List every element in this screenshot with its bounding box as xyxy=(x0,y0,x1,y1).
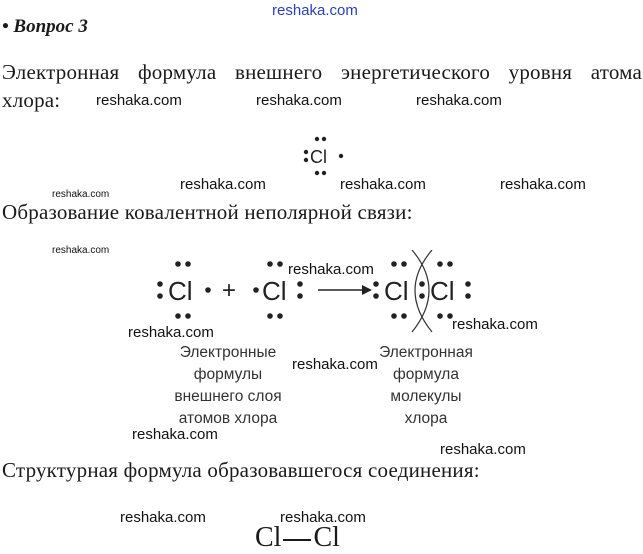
electron-dot xyxy=(304,150,308,154)
electron-dot xyxy=(322,171,326,175)
cl-symbol: Cl xyxy=(168,276,193,306)
watermark: reshaka.com xyxy=(292,356,378,373)
para1-line2: хлора: xyxy=(2,88,61,112)
caption-right-line: Электронная xyxy=(379,344,473,361)
electron-dot xyxy=(315,171,319,175)
caption-left-line: внешнего слоя xyxy=(174,388,282,405)
watermark-top: reshaka.com xyxy=(272,2,358,19)
watermark: reshaka.com xyxy=(340,176,426,193)
cl-atom-left xyxy=(157,261,211,319)
caption-left xyxy=(148,342,308,430)
cl-atom-lewis xyxy=(296,130,356,180)
caption-right-line: формула xyxy=(393,366,459,383)
watermark: reshaka.com xyxy=(452,316,538,333)
caption-right-line: молекулы xyxy=(390,388,462,405)
question-heading: • Вопрос 3 xyxy=(2,16,88,37)
electron-dot xyxy=(304,158,308,162)
watermark: reshaka.com xyxy=(180,176,266,193)
caption-left-line: Электронные xyxy=(179,344,277,361)
electron-dot xyxy=(322,137,326,141)
plus-sign: + xyxy=(222,277,237,304)
para1-line1: Электронная формула внешнего энергетического уровня атома xyxy=(2,60,642,84)
reaction-arrow xyxy=(318,285,372,295)
watermark: reshaka.com xyxy=(256,92,342,109)
watermark: reshaka.com xyxy=(280,509,366,526)
caption-left-line: атомов хлора xyxy=(178,410,278,427)
watermark: reshaka.com xyxy=(52,189,110,200)
structural-formula xyxy=(255,522,340,554)
para2: Образование ковалентной неполярной связи: xyxy=(2,200,413,224)
watermark: reshaka.com xyxy=(96,92,182,109)
electron-dot xyxy=(315,137,319,141)
watermark: reshaka.com xyxy=(440,441,526,458)
cl-symbol: Cl xyxy=(430,276,455,306)
watermark: reshaka.com xyxy=(500,176,586,193)
watermark: reshaka.com xyxy=(132,426,218,443)
structural-cl-left: Cl xyxy=(255,522,282,553)
cl-symbol: Cl xyxy=(310,147,327,167)
electron-dot xyxy=(339,154,343,158)
caption-right-line: хлора xyxy=(404,410,448,427)
cl-symbol: Cl xyxy=(262,276,287,306)
para3: Структурная формула образовавшегося соединения: xyxy=(2,458,480,482)
watermark: reshaka.com xyxy=(288,261,374,278)
watermark: reshaka.com xyxy=(416,92,502,109)
cl-symbol: Cl xyxy=(384,276,409,306)
single-bond-line xyxy=(283,539,311,541)
watermark: reshaka.com xyxy=(52,245,110,256)
structural-cl-right: Cl xyxy=(313,522,340,553)
watermark: reshaka.com xyxy=(128,324,214,341)
caption-left-line: формулы xyxy=(193,366,263,383)
watermark: reshaka.com xyxy=(120,509,206,526)
